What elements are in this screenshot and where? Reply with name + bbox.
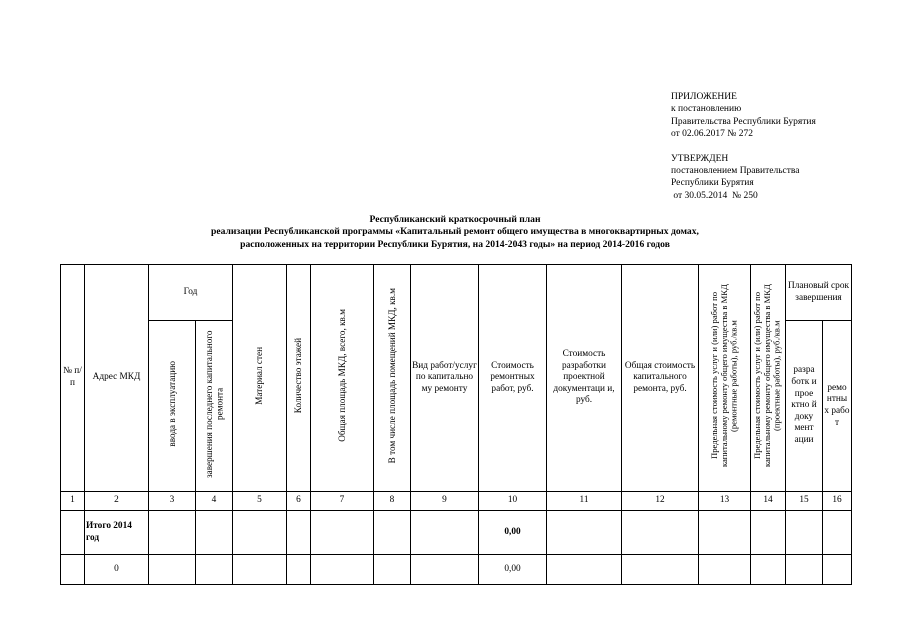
cell — [699, 555, 751, 585]
col-number: 13 — [699, 492, 751, 511]
title-line: расположенных на территории Республики Бурятия, на 2014-2043 годы» на период 2014-2016 годов — [240, 238, 670, 250]
cell — [786, 511, 823, 555]
header-total-cost: Общая стоимость капитального ремонта, руб. — [622, 265, 699, 492]
table-row — [61, 511, 852, 555]
cell — [751, 511, 786, 555]
cell — [823, 511, 852, 555]
appendix-line: к постановлению — [671, 104, 742, 115]
header-row — [61, 265, 852, 321]
col-number: 9 — [411, 492, 479, 511]
cell — [374, 511, 411, 555]
column-number-row — [61, 492, 852, 511]
header-limit-repair: Предельная стоимость услуг и (или) работ по капитальному ремонту общего имущества в МКД (ремонтные работы), руб./кв.м — [699, 265, 751, 492]
cell-repair-cost: 0,00 — [479, 555, 547, 585]
header-premises-area: В том числе площадь помещений МКД, кв.м — [374, 265, 411, 492]
cell — [374, 555, 411, 585]
plan-table — [60, 264, 852, 585]
cell — [149, 511, 196, 555]
cell — [547, 555, 622, 585]
cell — [411, 555, 479, 585]
cell — [699, 511, 751, 555]
cell — [823, 555, 852, 585]
col-number: 14 — [751, 492, 786, 511]
cell — [786, 555, 823, 585]
document-title — [160, 214, 750, 251]
approval-block — [671, 91, 816, 202]
col-number: 11 — [547, 492, 622, 511]
header-work-type: Вид работ/услуг по капитально му ремонту — [411, 265, 479, 492]
appendix-line: Правительства Республики Бурятия — [671, 116, 816, 127]
col-number: 10 — [479, 492, 547, 511]
col-number: 7 — [311, 492, 374, 511]
header-num: № п/п — [61, 265, 85, 492]
cell-address: 0 — [85, 555, 149, 585]
cell — [751, 555, 786, 585]
header-planned-term: Плановый срок завершения — [786, 265, 852, 321]
col-number: 6 — [287, 492, 311, 511]
header-limit-design: Предельная стоимость услуг и (или) работ по капитальному ремонту общего имущества в МКД (проектные работы), руб./кв.м — [751, 265, 786, 492]
approved-date: от 30.05.2014 № 250 — [671, 190, 758, 201]
col-number: 3 — [149, 492, 196, 511]
cell — [196, 555, 233, 585]
title-line: Республиканский краткосрочный план — [369, 214, 541, 225]
cell — [411, 511, 479, 555]
header-year-last-repair: завершения последнего капитального ремонта — [196, 321, 233, 492]
header-address: Адрес МКД — [85, 265, 149, 492]
header-year: Год — [149, 265, 233, 321]
col-number: 1 — [61, 492, 85, 511]
col-number: 4 — [196, 492, 233, 511]
cell — [287, 555, 311, 585]
col-number: 15 — [786, 492, 823, 511]
header-term-repair: ремо нтны х рабо т — [823, 321, 852, 492]
header-wall-material: Материал стен — [233, 265, 287, 492]
header-year-commission: ввода в эксплуатацию — [149, 321, 196, 492]
header-design-cost: Стоимость разработки проектной документаци и, руб. — [547, 265, 622, 492]
appendix-date: от 02.06.2017 № 272 — [671, 129, 753, 140]
header-term-design: разра ботк и прое ктно й доку мент ации — [786, 321, 823, 492]
cell-num — [61, 511, 85, 555]
col-number: 16 — [823, 492, 852, 511]
approved-line: Республики Бурятия — [671, 178, 754, 189]
col-number: 5 — [233, 492, 287, 511]
cell-address: Итого 2014 год — [85, 511, 149, 555]
cell-num — [61, 555, 85, 585]
cell — [311, 511, 374, 555]
spacer — [671, 141, 816, 153]
title-line: реализации Республиканской программы «Капитальный ремонт общего имущества в многоквартирных домах, — [211, 226, 699, 238]
cell — [622, 555, 699, 585]
approved-line: постановлением Правительства — [671, 166, 800, 177]
header-floors: Количество этажей — [287, 265, 311, 492]
appendix-label: ПРИЛОЖЕНИЕ — [671, 92, 737, 102]
cell-repair-cost: 0,00 — [479, 511, 547, 555]
cell — [622, 511, 699, 555]
cell — [287, 511, 311, 555]
cell — [233, 555, 287, 585]
approved-label: УТВЕРЖДЕН — [671, 153, 729, 164]
cell — [311, 555, 374, 585]
table-row — [61, 555, 852, 585]
cell — [547, 511, 622, 555]
col-number: 2 — [85, 492, 149, 511]
cell — [233, 511, 287, 555]
header-total-area: Общая площадь МКД, всего, кв.м — [311, 265, 374, 492]
col-number: 8 — [374, 492, 411, 511]
cell — [149, 555, 196, 585]
header-repair-cost: Стоимость ремонтных работ, руб. — [479, 265, 547, 492]
cell — [196, 511, 233, 555]
col-number: 12 — [622, 492, 699, 511]
